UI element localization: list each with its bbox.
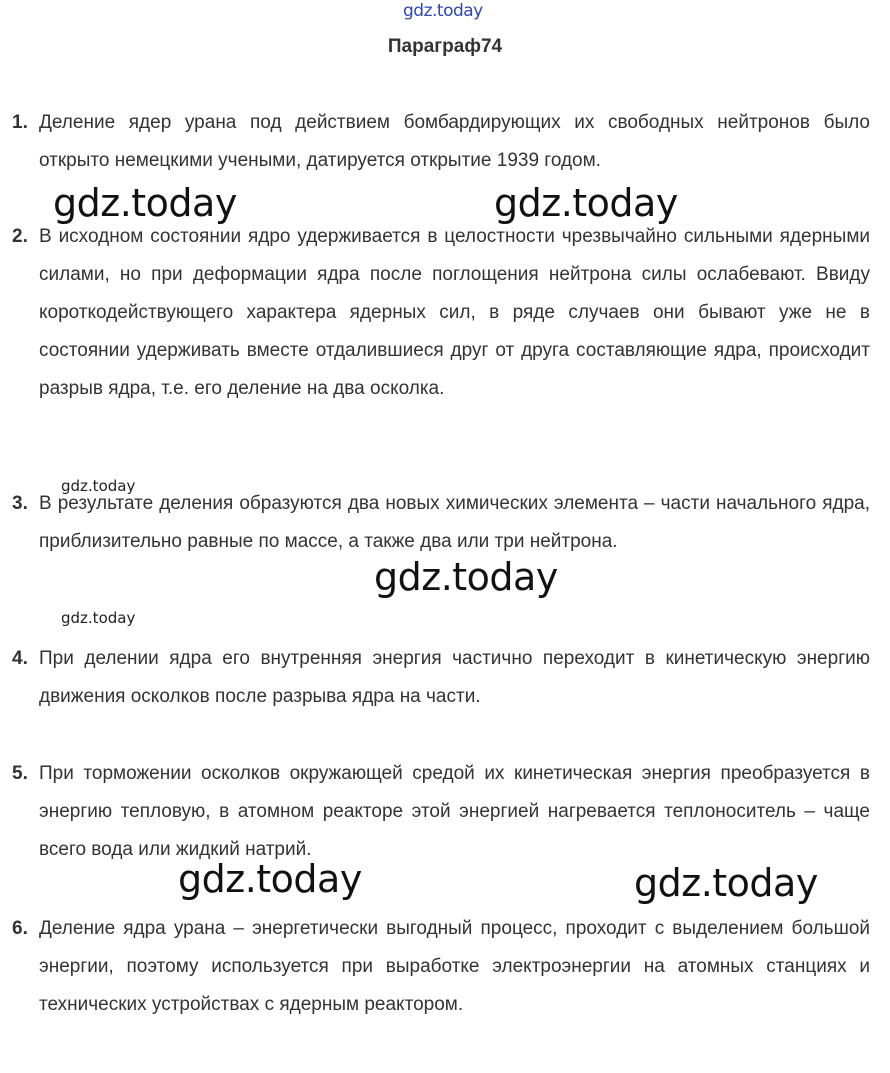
item-text: В исходном состоянии ядро удерживается в целостности чрезвычайно сильными ядерными силами, но при деформации ядра после поглощения нейтрона силы ослабевают. Ввиду короткодействующего характера ядерных сил, в ряде случаев они бывают уже не в состоянии удерживать вместе отдалившиеся друг от друга составляющие ядра, происходит разрыв ядра, т.е. его деление на два осколка. [39, 226, 870, 399]
item-number: 3. [12, 493, 28, 514]
item-text: Деление ядра урана – энергетически выгодный процесс, проходит с выделением большой энергии, поэтому используется при выработке электроэнергии на атомных станциях и технических устройствах с ядерным реактором. [39, 918, 870, 1015]
watermark-large: gdz.today [494, 181, 678, 225]
item-text: Деление ядер урана под действием бомбардирующих их свободных нейтронов было открыто немецкими учеными, датируется открытие 1939 годом. [39, 112, 870, 171]
list-item-3 [12, 485, 870, 561]
item-number: 4. [12, 648, 28, 669]
watermark-top: gdz.today [403, 1, 483, 21]
item-number: 1. [12, 112, 28, 133]
item-number: 5. [12, 763, 28, 784]
page-title: Параграф74 [387, 36, 503, 57]
item-text: При делении ядра его внутренняя энергия частично переходит в кинетическую энергию движения осколков после разрыва ядра на части. [39, 648, 870, 707]
list-item-1 [12, 104, 870, 180]
list-item-6 [12, 910, 870, 1024]
item-text: При торможении осколков окружающей средой их кинетическая энергия преобразуется в энергию тепловую, в атомном реакторе этой энергией нагревается теплоноситель – чаще всего вода или жидкий натрий. [39, 763, 870, 860]
watermark-large: gdz.today [178, 857, 362, 901]
item-number: 6. [12, 918, 28, 939]
item-number: 2. [12, 226, 28, 247]
watermark-small: gdz.today [61, 609, 136, 627]
watermark-large: gdz.today [374, 555, 558, 599]
watermark-large: gdz.today [53, 181, 237, 225]
watermark-small: gdz.today [61, 477, 136, 495]
item-text: В результате деления образуются два новых химических элемента – части начального ядра, приблизительно равные по массе, а также два или три нейтрона. [39, 493, 870, 552]
list-item-5 [12, 755, 870, 869]
list-item-2 [12, 218, 870, 408]
watermark-large: gdz.today [634, 861, 818, 905]
list-item-4 [12, 640, 870, 716]
